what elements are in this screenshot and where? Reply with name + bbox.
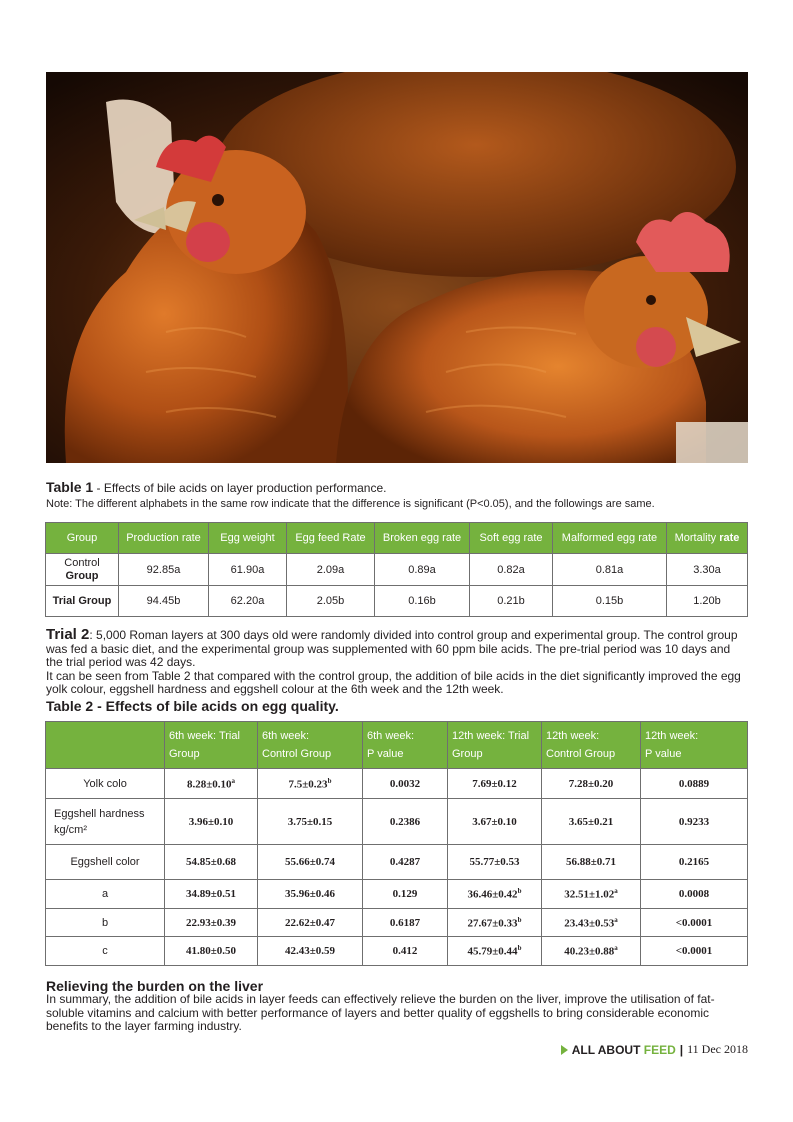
cell-value: 32.51±1.02 [564, 888, 615, 901]
table2-cell: 0.412 [363, 937, 448, 966]
table2-cell [165, 769, 258, 799]
table2-cell: 3.67±0.10 [448, 799, 542, 845]
footer-separator: | [679, 1042, 684, 1057]
table2-row-label [46, 799, 165, 845]
table1-cell: 3.30a [667, 554, 748, 586]
table1-cell: 0.81a [553, 554, 667, 586]
table1-heading [46, 479, 748, 497]
table2-header-cell [641, 722, 748, 769]
page-footer [561, 1042, 748, 1057]
table1-header-cell: Production rate [119, 523, 209, 554]
table1-header-cell: Egg weight [209, 523, 287, 554]
table2-cell: 35.96±0.46 [258, 880, 363, 909]
table2-header-line: 6th week: [367, 730, 415, 742]
table2-header-line: Control Group [262, 748, 332, 760]
table1-cell: 0.89a [375, 554, 470, 586]
table1-header-cell [667, 523, 748, 554]
table2-header-line: Control Group [546, 748, 616, 760]
table2-row [46, 937, 748, 966]
table2-cell [448, 937, 542, 966]
table1-subtitle: - Effects of bile acids on layer production performance. [93, 481, 387, 495]
table2-row-label: b [46, 909, 165, 937]
cell-value: 36.46±0.42 [467, 888, 518, 901]
cell-value: 23.43±0.53 [564, 917, 615, 930]
table2-cell: 0.2165 [641, 845, 748, 880]
cell-sup: b [327, 776, 332, 785]
table2-cell: 7.28±0.20 [542, 769, 641, 799]
row-label-line: Eggshell hardness [54, 807, 145, 820]
table2-header-cell [448, 722, 542, 769]
table1-cell: 0.82a [470, 554, 553, 586]
row-label-unit: kg/cm² [54, 823, 87, 836]
mortality-header-bold: rate [719, 532, 740, 544]
table1-cell: 0.15b [553, 586, 667, 617]
table1-cell: 2.09a [287, 554, 375, 586]
table2-cell: 56.88±0.71 [542, 845, 641, 880]
table2 [45, 721, 748, 966]
table2-row [46, 880, 748, 909]
table2-header-line: Group [452, 748, 483, 760]
cell-value: 45.79±0.44 [467, 945, 518, 958]
table2-header-line: 12th week: Trial [452, 730, 530, 742]
triangle-right-icon [561, 1045, 568, 1055]
brand-text: ALL ABOUT [571, 1042, 641, 1057]
table1-header-cell: Malformed egg rate [553, 523, 667, 554]
table2-row [46, 769, 748, 799]
table2-cell: 3.65±0.21 [542, 799, 641, 845]
control-label-line2: Group [65, 569, 99, 582]
table1-header-cell: Broken egg rate [375, 523, 470, 554]
table2-header-line: 12th week: [645, 730, 699, 742]
table1-header-cell: Group [46, 523, 119, 554]
table2-cell [448, 909, 542, 937]
table1-note: Note: The different alphabets in the same row indicate that the difference is significant (P<0.05), and the followings are same. [46, 498, 655, 510]
table2-header-line: 12th week: [546, 730, 600, 742]
magazine-brand [572, 1043, 676, 1057]
table2-row [46, 799, 748, 845]
cell-value: 8.28±0.10 [186, 778, 232, 791]
cell-value: 27.67±0.33 [467, 917, 518, 930]
table2-cell: 0.4287 [363, 845, 448, 880]
table2-cell: 7.69±0.12 [448, 769, 542, 799]
table1-cell: 0.16b [375, 586, 470, 617]
table1-row-label [46, 586, 119, 617]
table2-cell [448, 880, 542, 909]
table2-header-row [46, 722, 748, 769]
table1-cell: 61.90a [209, 554, 287, 586]
table1-cell: 94.45b [119, 586, 209, 617]
table2-cell [542, 880, 641, 909]
table1-header-cell: Egg feed Rate [287, 523, 375, 554]
table1-cell: 2.05b [287, 586, 375, 617]
table2-cell: 42.43±0.59 [258, 937, 363, 966]
trial2-title: Trial 2 [46, 626, 90, 643]
cell-sup: a [231, 776, 236, 785]
cell-sup: b [517, 915, 522, 924]
table2-header-line: P value [367, 748, 404, 760]
table1-header-row [46, 523, 748, 554]
cell-value: 7.5±0.23 [288, 778, 328, 791]
table2-header-line: 6th week: Trial [169, 730, 240, 742]
table2-cell [258, 769, 363, 799]
table2-cell: 0.9233 [641, 799, 748, 845]
relieve-heading: Relieving the burden on the liver [46, 978, 264, 994]
table2-header-line: P value [645, 748, 682, 760]
cell-sup: a [614, 887, 618, 896]
table2-cell: <0.0001 [641, 909, 748, 937]
issue-date: 11 Dec 2018 [687, 1042, 748, 1056]
table2-title: Table 2 - Effects of bile acids on egg quality. [46, 698, 339, 714]
cell-sup: b [517, 944, 522, 953]
table2-cell [542, 909, 641, 937]
table2-header-cell [165, 722, 258, 769]
table2-row [46, 909, 748, 937]
table1-row-control [46, 554, 748, 586]
table2-cell: 22.93±0.39 [165, 909, 258, 937]
table1-title: Table 1 [46, 479, 94, 495]
table2-header-line: Group [169, 748, 200, 760]
table1-row-label [46, 554, 119, 586]
table1-cell: 1.20b [667, 586, 748, 617]
table2-cell: 34.89±0.51 [165, 880, 258, 909]
table2-cell: 54.85±0.68 [165, 845, 258, 880]
cell-sup: a [614, 944, 618, 953]
table2-cell: 0.0889 [641, 769, 748, 799]
table2-cell: 41.80±0.50 [165, 937, 258, 966]
table2-cell: 0.129 [363, 880, 448, 909]
trial-label: Trial Group [52, 594, 112, 607]
table1-row-trial [46, 586, 748, 617]
table2-row-label: Eggshell color [46, 845, 165, 880]
control-label-line1: Control [64, 556, 100, 569]
hens-photo [46, 72, 748, 463]
table2-cell: 3.96±0.10 [165, 799, 258, 845]
cell-value: 40.23±0.88 [564, 945, 615, 958]
table1-header-cell: Soft egg rate [470, 523, 553, 554]
table2-row [46, 845, 748, 880]
relieve-paragraph: In summary, the addition of bile acids in layer feeds can effectively relieve the burden on the liver, improve the utilisation of fat-soluble vitamins and calcium with better performance of layers and better quality of eggshells to bring considerable economic benefits to the layer farming industry. [46, 992, 715, 1033]
table2-cell: 0.0032 [363, 769, 448, 799]
table2-row-label: a [46, 880, 165, 909]
table2-header-corner [46, 722, 165, 769]
table2-cell: 22.62±0.47 [258, 909, 363, 937]
table1-cell: 92.85a [119, 554, 209, 586]
table2-cell: 0.6187 [363, 909, 448, 937]
table1-caption [46, 479, 748, 512]
mortality-header-text: Mortality [674, 532, 717, 544]
table2-cell: 55.66±0.74 [258, 845, 363, 880]
table1-cell: 62.20a [209, 586, 287, 617]
table1-cell: 0.21b [470, 586, 553, 617]
table2-cell: 0.2386 [363, 799, 448, 845]
brand-accent-text: FEED [643, 1042, 676, 1057]
table2-cell [542, 937, 641, 966]
table2-header-cell [363, 722, 448, 769]
table2-header-cell [258, 722, 363, 769]
trial2-paragraph [46, 628, 748, 697]
table2-header-line: 6th week: [262, 730, 310, 742]
table2-row-label: Yolk colo [46, 769, 165, 799]
table2-cell: 0.0008 [641, 880, 748, 909]
table2-cell: <0.0001 [641, 937, 748, 966]
trial2-text2: It can be seen from Table 2 that compared with the control group, the addition of bile acids in the diet significantly improved the egg yolk colour, eggshell hardness and eggshell colour at the 6th week and the 12th week. [46, 668, 741, 696]
trial2-text: : 5,000 Roman layers at 300 days old were randomly divided into control group and experimental group. The control group was fed a basic diet, and the experimental group was supplemented with 60 ppm bile acids. The pre-trial period was 10 days and the trial period was 42 days. [46, 628, 738, 669]
table2-row-label: c [46, 937, 165, 966]
cell-sup: a [614, 915, 618, 924]
table2-header-cell [542, 722, 641, 769]
table2-cell: 55.77±0.53 [448, 845, 542, 880]
cell-sup: b [517, 887, 522, 896]
table1 [45, 522, 748, 617]
table2-cell: 3.75±0.15 [258, 799, 363, 845]
